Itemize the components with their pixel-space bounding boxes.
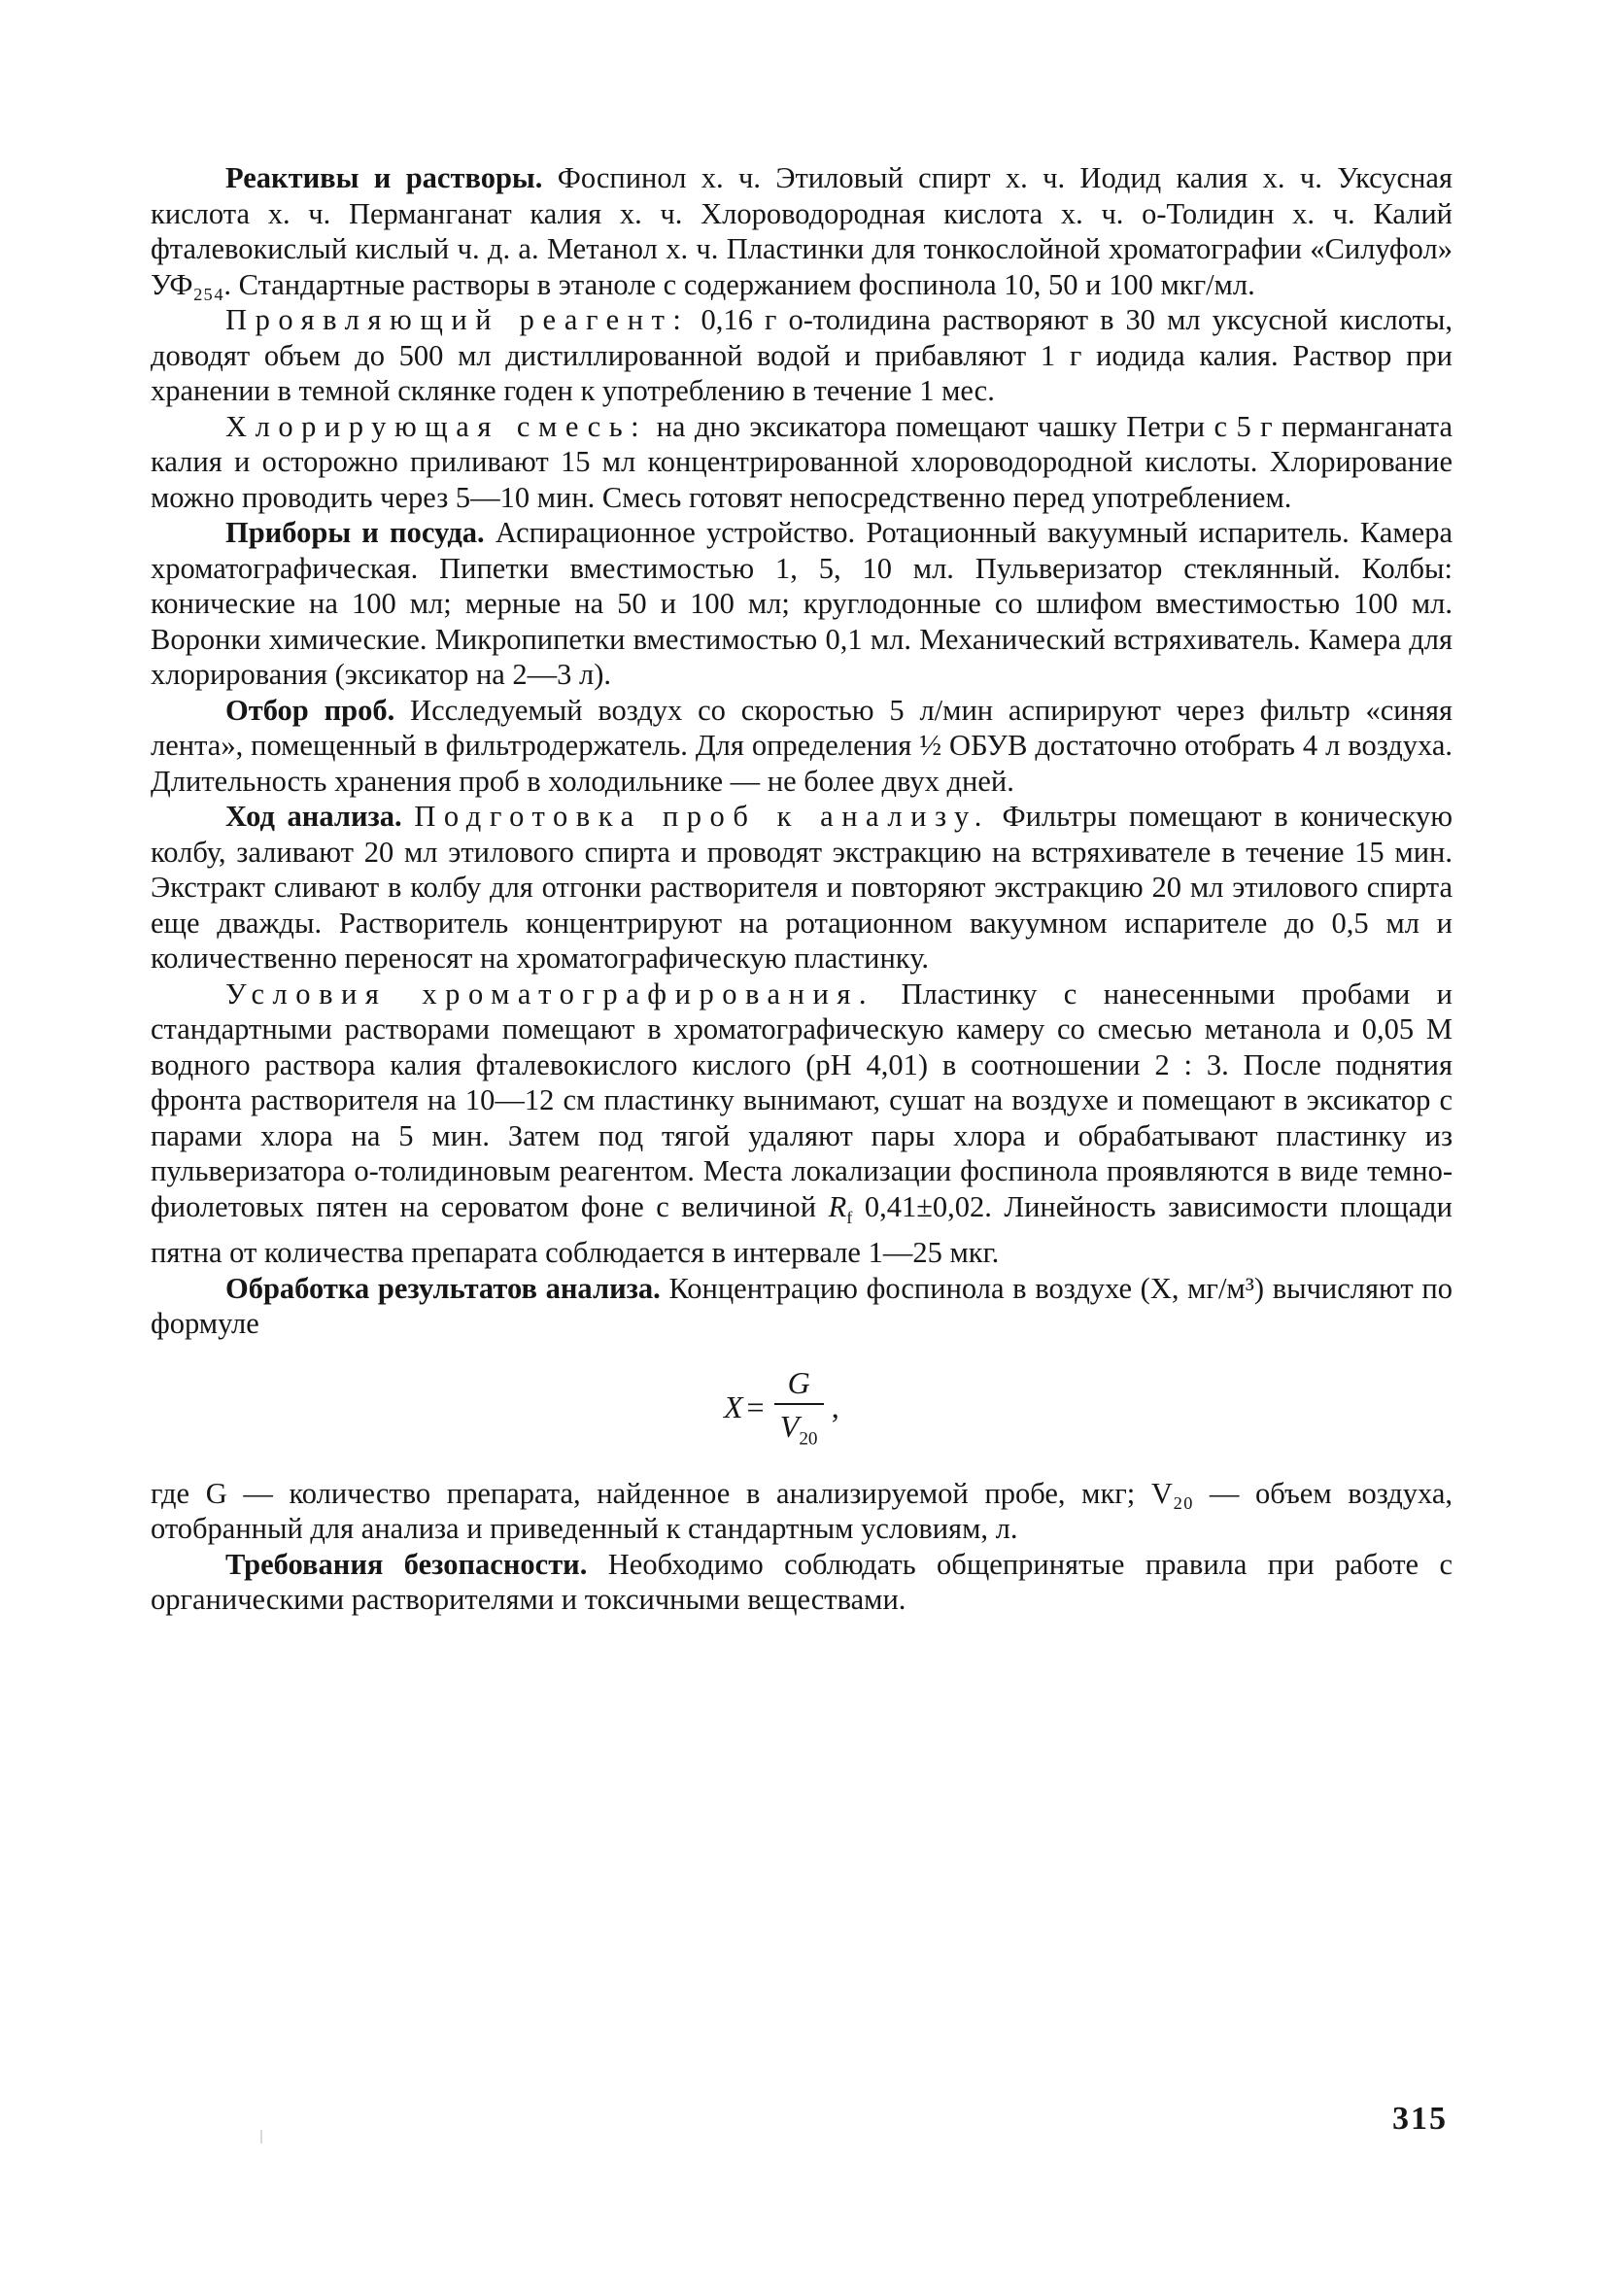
rf-subscript: f [846,1207,853,1227]
formula-equals: = [746,1388,765,1424]
heading-safety: Требования безопасности. [225,1547,588,1581]
paragraph-reagents [151,160,1453,302]
paragraph-developing-reagent [151,302,1453,409]
text-developing-reagent: 0,16 г о-толидина растворяют в 30 мл уксусной кислоты, доводят объем до 500 мл дистиллированной водой и прибавляют 1 г иодида калия. Раствор при хранении в темной склянке годен к употреблению в течение 1 мес. [151,303,1453,407]
formula-lhs: X [724,1388,743,1424]
subheading-sample-preparation: Подготовка проб к анализу. [414,800,990,833]
heading-analysis: Ход анализа. [225,800,402,833]
heading-developing-reagent: Проявляющий реагент: [225,303,690,336]
scan-artifact [260,2130,262,2143]
formula-row [151,1348,1453,1472]
formula-numerator: G [774,1365,824,1405]
heading-chromatography: Условия хроматографирования. [225,977,875,1011]
heading-reagents: Реактивы и растворы. [225,161,543,194]
paragraph-safety [151,1547,1453,1618]
heading-results: Обработка результатов анализа. [225,1271,661,1305]
paragraph-where [151,1476,1453,1547]
formula-fraction [774,1365,824,1450]
paragraph-chromatography [151,977,1453,1271]
text-chromatography-part1: Пластинку с нанесенными пробами и стандартными растворами помещают в хроматографическую камеру со смесью метанола и 0,05 М водного раствора калия фталевокислого кислого (pH 4,01) в соотношении 2 : 3. После поднятия фронта растворителя на 10—12 см пластинку вынимают, сушат на воздухе и помещают в эксикатор с парами хлора на 5 мин. Затем под тягой удаляют пары хлора и обрабатывают пластинку из пульверизатора о-толидиновым реагентом. Места локализации фоспинола проявляются в виде темно-фиолетовых пятен на сероватом фоне с величиной [151,977,1453,1223]
heading-equipment: Приборы и посуда. [225,516,485,549]
formula-denominator-var: V [779,1408,800,1444]
text-reagents: Фоспинол х. ч. Этиловый спирт х. ч. Иодид калия х. ч. Уксусная кислота х. ч. Перманганат калия х. ч. Хлороводородная кислота х. ч. о-Толидин х. ч. Калий фталевокислый кислый ч. д. а. Метанол х. ч. Пластинки для тонкослойной хроматографии «Силуфол» УФ₂₅₄. Стандартные растворы в этаноле с содержанием фоспинола 10, 50 и 100 мкг/мл. [151,161,1453,301]
formula-denominator-sub: 20 [799,1427,818,1449]
paragraph-results [151,1271,1453,1342]
text-analysis: Фильтры помещают в коническую колбу, заливают 20 мл этилового спирта и проводят экстракцию на встряхивателе в течение 15 мин. Экстракт сливают в колбу для отгонки растворителя и повторяют экстракцию 20 мл этилового спирта еще дважды. Растворитель концентрируют на ротационном вакуумном испарителе до 0,5 мл и количественно переносят на хроматографическую пластинку. [151,800,1453,975]
formula-comma: , [831,1388,839,1424]
formula-denominator [780,1405,818,1450]
text-chlorinating-mixture: на дно эксикатора помещают чашку Петри с 5 г перманганата калия и осторожно приливают 15 мл концентрированной хлороводородной кислоты. Хлорирование можно проводить через 5—10 мин. Смесь готовят непосредственно перед употреблением. [151,409,1453,514]
paragraph-equipment [151,515,1453,693]
text-results: Концентрацию фоспинола в воздухе (X, мг/м³) вычисляют по формуле [151,1271,1453,1341]
paragraph-chlorinating-mixture [151,409,1453,516]
heading-chlorinating-mixture: Хлорирующая смесь: [225,409,648,443]
rf-symbol: R [828,1189,847,1223]
page-number: 315 [1392,2101,1448,2137]
text-where: где G — количество препарата, найденное в анализируемой пробе, мкг; V₂₀ — объем воздуха, отобранный для анализа и приведенный к стандартным условиям, л. [151,1476,1453,1546]
concentration-formula [724,1365,839,1450]
paragraph-sampling [151,693,1453,800]
text-chromatography-part2: 0,41±0,02. Линейность зависимости площади пятна от количества препарата соблюдается в интервале 1—25 мкг. [151,1189,1453,1270]
text-equipment: Аспирационное устройство. Ротационный вакуумный испаритель. Камера хроматографическая. Пипетки вместимостью 1, 5, 10 мл. Пульверизатор стеклянный. Колбы: конические на 100 мл; мерные на 50 и 100 мл; круглодонные со шлифом вместимостью 100 мл. Воронки химические. Микропипетки вместимостью 0,1 мл. Механический встряхиватель. Камера для хлорирования (эксикатор на 2—3 л). [151,516,1453,691]
paragraph-analysis [151,799,1453,977]
text-safety: Необходимо соблюдать общепринятые правила при работе с органическими растворителями и токсичными веществами. [151,1547,1453,1617]
heading-sampling: Отбор проб. [225,693,395,727]
text-block [151,160,1453,1618]
text-sampling: Исследуемый воздух со скоростью 5 л/мин аспирируют через фильтр «синяя лента», помещенный в фильтродержатель. Для определения ½ ОБУВ достаточно отобрать 4 л воздуха. Длительность хранения проб в холодильнике — не более двух дней. [151,693,1453,798]
